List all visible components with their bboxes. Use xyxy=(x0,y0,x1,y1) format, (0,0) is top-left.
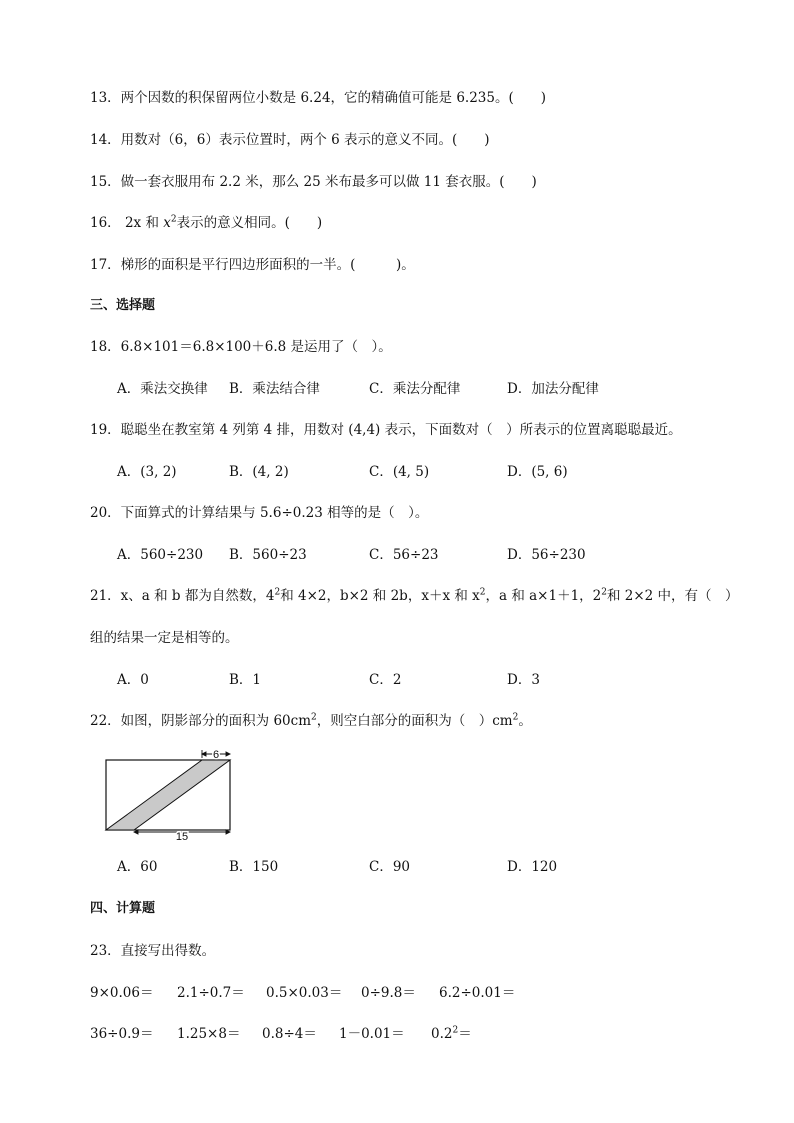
q21-exp1: 2 xyxy=(274,587,281,598)
q16-suffix: 表示的意义相同。( ) xyxy=(176,215,323,231)
question-21 xyxy=(90,587,739,605)
q19-option-b[interactable]: B．(4, 2) xyxy=(229,464,289,480)
q21-part3: ，a 和 a×1＋1，2 xyxy=(485,588,602,604)
q23-square-suffix: ＝ xyxy=(458,1026,472,1042)
q21-part2: 和 4×2，b×2 和 2b，x＋x 和 x xyxy=(280,588,480,604)
q20-option-d[interactable]: D．56÷230 xyxy=(507,547,586,563)
q23-item: 2.1÷0.7＝ xyxy=(177,985,245,1001)
section-title-calculation: 四、计算题 xyxy=(90,901,156,916)
question-21-line2: 组的结果一定是相等的。 xyxy=(90,630,239,646)
q22-option-c[interactable]: C．90 xyxy=(369,859,411,875)
question-16 xyxy=(90,214,322,232)
q23-square-exp: 2 xyxy=(452,1025,459,1036)
q22-part3: 。 xyxy=(518,713,532,729)
question-20: 20．下面算式的计算结果与 5.6÷0.23 相等的是（ ）。 xyxy=(90,505,429,521)
q19-option-d[interactable]: D．(5, 6) xyxy=(507,464,568,480)
q23-square-base: 0.2 xyxy=(431,1026,453,1042)
q23-item: 1－0.01＝ xyxy=(339,1026,405,1042)
q22-options xyxy=(117,858,717,876)
q23-item: 0.5×0.03＝ xyxy=(266,985,343,1001)
q23-item: 36÷0.9＝ xyxy=(90,1026,154,1042)
q16-prefix: 16． 2x 和 xyxy=(90,215,164,231)
q22-option-a[interactable]: A．60 xyxy=(117,859,158,875)
q18-option-c[interactable]: C．乘法分配律 xyxy=(369,381,461,397)
question-23: 23．直接写出得数。 xyxy=(90,943,216,959)
q21-exp2: 2 xyxy=(479,587,486,598)
q23-item-square xyxy=(431,1025,472,1043)
rectangle-figure xyxy=(100,744,240,840)
q22-exp1: 2 xyxy=(311,712,317,723)
q21-option-a[interactable]: A．0 xyxy=(117,672,149,688)
q18-options xyxy=(117,380,717,398)
q19-options xyxy=(117,463,717,481)
q16-base: x xyxy=(163,215,171,231)
section-title-choice: 三、选择题 xyxy=(90,298,156,313)
q22-exp2: 2 xyxy=(512,712,519,723)
q21-options xyxy=(117,671,717,689)
figure-shaded-parallelogram xyxy=(106,760,230,830)
figure-bottom-label: 15 xyxy=(175,831,189,840)
q21-part4: 和 2×2 中，有（ ） xyxy=(606,588,739,604)
q20-option-a[interactable]: A．560÷230 xyxy=(117,547,204,563)
q23-item: 1.25×8＝ xyxy=(177,1026,241,1042)
q21-option-b[interactable]: B．1 xyxy=(229,672,262,688)
q20-option-b[interactable]: B．560÷23 xyxy=(229,547,307,563)
question-14: 14．用数对（6，6）表示位置时，两个 6 表示的意义不同。( ) xyxy=(90,132,490,148)
figure-top-label: 6 xyxy=(212,749,220,761)
question-17: 17．梯形的面积是平行四边形面积的一半。( )。 xyxy=(90,257,415,273)
q23-item: 0.8÷4＝ xyxy=(262,1026,317,1042)
q22-part1: 22．如图，阴影部分的面积为 60cm xyxy=(90,713,312,729)
q22-part2: ，则空白部分的面积为（ ）cm xyxy=(316,713,513,729)
q21-option-d[interactable]: D．3 xyxy=(507,672,540,688)
question-22 xyxy=(90,712,532,730)
question-18: 18．6.8×101＝6.8×100＋6.8 是运用了（ ）。 xyxy=(90,339,392,355)
q22-option-b[interactable]: B．150 xyxy=(229,859,279,875)
q21-option-c[interactable]: C．2 xyxy=(369,672,402,688)
q23-item: 0÷9.8＝ xyxy=(361,985,416,1001)
q23-item: 9×0.06＝ xyxy=(90,985,154,1001)
question-15: 15．做一套衣服用布 2.2 米，那么 25 米布最多可以做 11 套衣服。( ) xyxy=(90,174,537,190)
q23-item: 6.2÷0.01＝ xyxy=(439,985,516,1001)
q23-row-2 xyxy=(90,1025,690,1043)
q16-exponent: 2 xyxy=(170,214,177,225)
q20-options xyxy=(117,546,717,564)
question-19: 19．聪聪坐在教室第 4 列第 4 排，用数对 (4,4) 表示，下面数对（ ）所表示的位置离聪聪最近。 xyxy=(90,422,682,438)
q18-option-b[interactable]: B．乘法结合律 xyxy=(229,381,320,397)
q21-part1: 21．x、a 和 b 都为自然数，4 xyxy=(90,588,275,604)
q23-row-1 xyxy=(90,984,690,1002)
q18-option-d[interactable]: D．加法分配律 xyxy=(507,381,599,397)
q20-option-c[interactable]: C．56÷23 xyxy=(369,547,439,563)
q19-option-c[interactable]: C．(4, 5) xyxy=(369,464,430,480)
q21-exp3: 2 xyxy=(601,587,607,598)
q19-option-a[interactable]: A．(3, 2) xyxy=(117,464,177,480)
question-13: 13．两个因数的积保留两位小数是 6.24，它的精确值可能是 6.235。( ) xyxy=(90,90,546,106)
q22-option-d[interactable]: D．120 xyxy=(507,859,558,875)
q18-option-a[interactable]: A．乘法交换律 xyxy=(117,381,208,397)
